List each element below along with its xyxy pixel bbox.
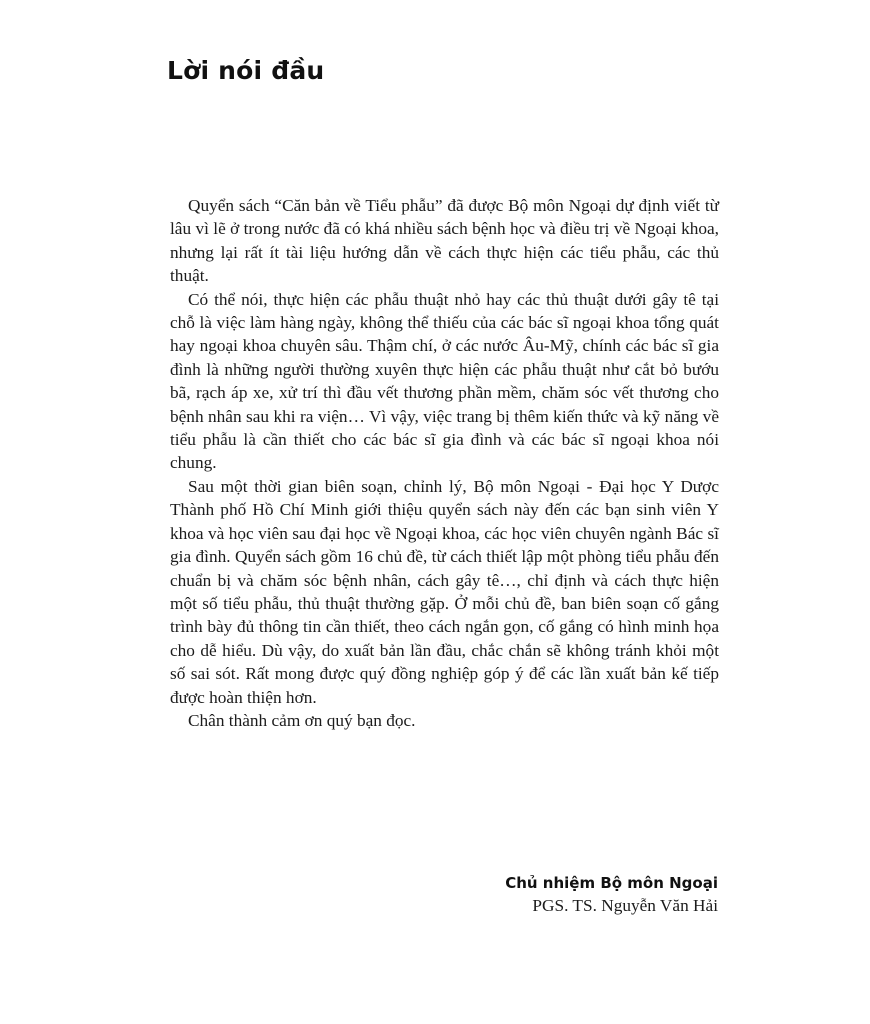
page-title: Lời nói đầu: [167, 56, 325, 85]
signature-title: Chủ nhiệm Bộ môn Ngoại: [505, 874, 718, 892]
signature-name: PGS. TS. Nguyễn Văn Hải: [532, 896, 718, 915]
preface-body: [170, 194, 719, 732]
paragraph-book-overview: Sau một thời gian biên soạn, chỉnh lý, Bộ môn Ngoại - Đại học Y Dược Thành phố Hồ Chí Minh giới thiệu quyển sách này đến các bạn sinh viên Y khoa và học viên sau đại học về Ngoại khoa, các học viên chuyên ngành Bác sĩ gia đình. Quyển sách gồm 16 chủ đề, từ cách thiết lập một phòng tiểu phẫu đến chuẩn bị và chăm sóc bệnh nhân, cách gây tê…, chỉ định và cách thực hiện một số tiểu phẫu, thủ thuật thường gặp. Ở mỗi chủ đề, ban biên soạn cố gắng trình bày đủ thông tin cần thiết, theo cách ngắn gọn, cố gắng có hình minh họa cho dễ hiểu. Dù vậy, do xuất bản lần đầu, chắc chắn sẽ không tránh khỏi một số sai sót. Rất mong được quý đồng nghiệp góp ý để các lần xuất bản kế tiếp được hoàn thiện hơn.: [170, 476, 719, 707]
paragraph-practice: Có thể nói, thực hiện các phẫu thuật nhỏ hay các thủ thuật dưới gây tê tại chỗ là việc làm hàng ngày, không thể thiếu của các bác sĩ ngoại khoa tổng quát hay ngoại khoa chuyên sâu. Thậm chí, ở các nước Âu-Mỹ, chính các bác sĩ gia đình là những người thường xuyên thực hiện các phẫu thuật như cắt bỏ bướu bã, rạch áp xe, xử trí thì đầu vết thương phần mềm, chăm sóc vết thương cho bệnh nhân sau khi ra viện… Vì vậy, việc trang bị thêm kiến thức và kỹ năng về tiểu phẫu là cần thiết cho các bác sĩ gia đình và các bác sĩ ngoại khoa nói chung.: [170, 289, 719, 473]
paragraph-intro: Quyển sách “Căn bản về Tiểu phẫu” đã được Bộ môn Ngoại dự định viết từ lâu vì lẽ ở trong nước đã có khá nhiều sách bệnh học và điều trị về Ngoại khoa, nhưng lại rất ít tài liệu hướng dẫn về cách thực hiện các tiểu phẫu, các thủ thuật.: [170, 196, 719, 286]
signature-block: [505, 872, 718, 918]
paragraph-thanks: Chân thành cảm ơn quý bạn đọc.: [188, 710, 416, 730]
